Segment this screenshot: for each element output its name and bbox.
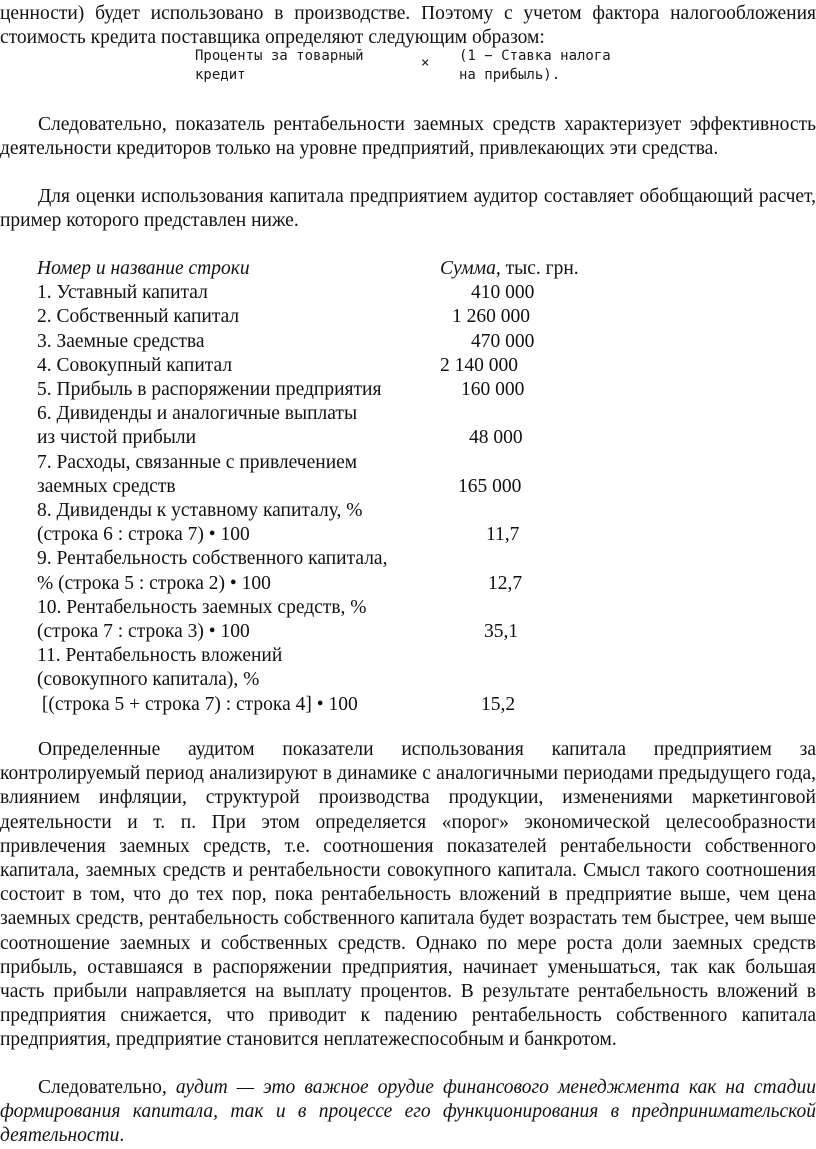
table-row xyxy=(37,499,597,547)
table-row-label: 1. Уставный капитал xyxy=(37,282,208,304)
formula-right-line-2: на прибыль). xyxy=(459,67,561,83)
paragraph-capital-analysis: Определенные аудитом показатели использования капитала предприятием за контролируемый период анализируют в динамике с аналогичными периодами предыдущего года, влиянием инфляции, структурой производства продукции, изменениями маркетинговой деятельности и т. п. При этом определяется «порог» экономической целесообразности привлечения заемных средств, т.е. соотношения показателей рентабельности собственного капитала, заемных средств и рентабельности совокупного капитала. Смысл такого соотношения состоит в том, что до тех пор, пока рентабельность вложений в предприятие выше, чем цена заемных средств, рентабельность собственного капитала будет возрастать тем быстрее, чем выше соотношение заемных и собственных средств. Однако по мере роста доли заемных средств прибыль, оставшаяся в распоряжении предприятия, начинает уменьшаться, так как большая часть прибыли направляется на выплату процентов. В результате рентабельность вложений в предприятия снижается, что приводит к падению рентабельность собственного капитала предприятия, предприятие становится неплатежеспособным и банкротом. xyxy=(0,739,816,1051)
conclusion-end: . xyxy=(119,1125,125,1147)
table-row xyxy=(37,378,597,402)
table-row-label: (совокупного капитала), % xyxy=(37,669,260,691)
table-row-value: 165 000 xyxy=(458,475,522,497)
formula-multiply-operator: × xyxy=(421,55,430,71)
paragraph-loan-profitability: Следовательно, показатель рентабельности заемных средств характеризует эффективность деятельности кредиторов только на уровне предприятий, привлекающих эти средства. xyxy=(0,114,816,160)
table-row-label: % (строка 5 : строка 2) • 100 xyxy=(37,572,271,594)
table-row-label: 9. Рентабельность собственного капитала, xyxy=(37,548,388,570)
table-row-value: 2 140 000 xyxy=(440,354,518,376)
conclusion-lead: Следовательно, xyxy=(38,1077,176,1098)
table-row-value: 410 000 xyxy=(471,282,535,304)
table-row-label: 11. Рентабельность вложений xyxy=(37,645,283,667)
table-row-value: 1 260 000 xyxy=(452,306,530,328)
table-row-label: [(строка 5 + строка 7) : строка 4] • 100 xyxy=(37,693,358,715)
formula-right-term xyxy=(459,47,659,85)
capital-calculation-table xyxy=(37,257,597,717)
table-header-row xyxy=(37,257,597,281)
paragraph-audit-calculation: Для оценки использования капитала предприятием аудитор составляет обобщающий расчет, пример которого представлен ниже. xyxy=(0,186,816,232)
table-row-value: 48 000 xyxy=(469,427,523,449)
intro-paragraph: ценности) будет использовано в производстве. Поэтому с учетом фактора налогообложения стоимость кредита поставщика определяют следующим образом: xyxy=(0,3,816,49)
table-row xyxy=(37,547,597,595)
conclusion-italic: аудит — это важное орудие финансового менеджмента как на стадии формирования капитала, так и в процессе его функционирования в предпринимательской деятельности xyxy=(0,1077,816,1147)
table-row-label: 8. Дивиденды к уставному капиталу, % xyxy=(37,500,363,522)
table-row-label: 5. Прибыль в распоряжении предприятия xyxy=(37,379,382,401)
table-row-value: 11,7 xyxy=(486,524,520,546)
credit-cost-formula xyxy=(0,47,816,91)
table-row xyxy=(37,330,597,354)
table-header-sum: Сумма, xyxy=(440,258,501,279)
table-header-value xyxy=(440,257,579,281)
table-row xyxy=(37,281,597,305)
table-row xyxy=(37,644,597,717)
formula-left-line-2: кредит xyxy=(195,67,246,83)
table-row xyxy=(37,402,597,450)
table-row xyxy=(37,305,597,329)
paragraph-conclusion xyxy=(0,1076,816,1149)
table-row-value: 160 000 xyxy=(461,379,525,401)
table-row-label: (строка 7 : строка 3) • 100 xyxy=(37,621,250,643)
table-row xyxy=(37,596,597,644)
table-row-value: 35,1 xyxy=(484,621,519,643)
table-row xyxy=(37,451,597,499)
table-row-value: 15,2 xyxy=(481,693,516,715)
table-row-value: 12,7 xyxy=(488,572,523,594)
table-row xyxy=(37,354,597,378)
table-row-label: (строка 6 : строка 7) • 100 xyxy=(37,524,250,546)
formula-right-line-1: (1 − Ставка налога xyxy=(459,48,611,64)
table-row-label: из чистой прибыли xyxy=(37,427,197,449)
table-row-value: 470 000 xyxy=(471,330,535,352)
table-row-label: 6. Дивиденды и аналогичные выплаты xyxy=(37,403,358,425)
table-row-label: 10. Рентабельность заемных средств, % xyxy=(37,596,367,618)
table-row-label: 2. Собственный капитал xyxy=(37,306,240,328)
table-row-label: заемных средств xyxy=(37,475,176,497)
table-row-label: 3. Заемные средства xyxy=(37,330,205,352)
table-header-unit: тыс. грн. xyxy=(500,258,579,279)
formula-left-term xyxy=(195,47,410,85)
formula-left-line-1: Проценты за товарный xyxy=(195,48,364,64)
table-header-label: Номер и название строки xyxy=(37,258,250,279)
table-row-label: 7. Расходы, связанные с привлечением xyxy=(37,451,358,473)
table-row-label: 4. Совокупный капитал xyxy=(37,354,233,376)
